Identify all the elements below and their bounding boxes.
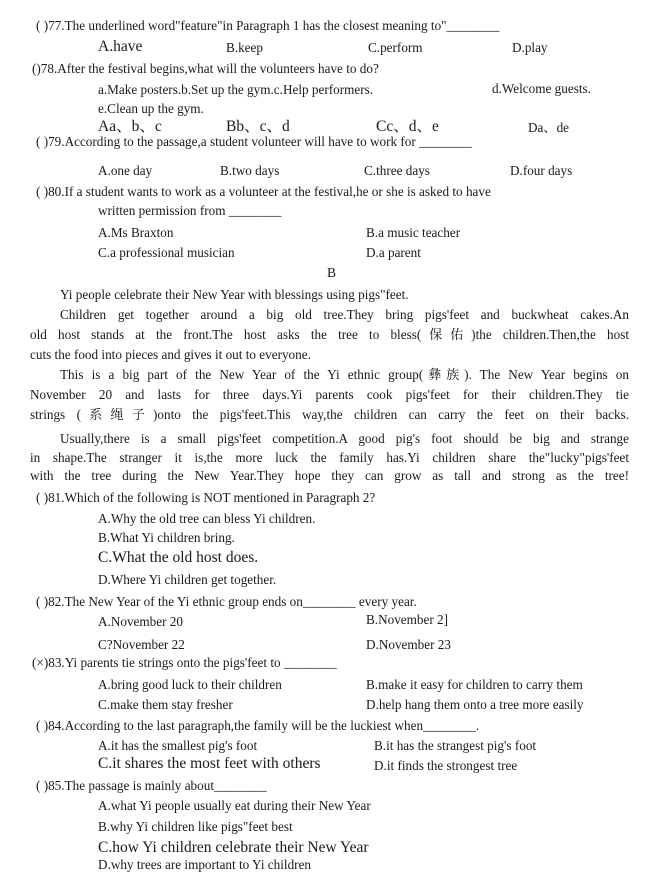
passage-paragraph-3-line3: strings (系绳子)onto the pigs'feet.This way,the children can carry the feet on their backs. (30, 407, 629, 422)
q85-option-b: B.why Yi children like pigs"feet best (98, 819, 293, 834)
q79-option-a: A.one day (98, 163, 153, 178)
q80-option-c: C.a professional musician (98, 245, 235, 260)
q80-option-d: D.a parent (366, 245, 421, 260)
q83-option-d: D.help hang them onto a tree more easily (366, 697, 584, 712)
q84-option-b: B.it has the strangest pig's foot (374, 738, 537, 753)
q81-option-d: D.Where Yi children get together. (98, 572, 277, 587)
q82-option-d: D.November 23 (366, 637, 451, 652)
passage-paragraph-2-line1: Children get together around a big old tree.They bring pigs'feet and buckwheat cakes.An (60, 307, 629, 322)
question-80-stem: ( )80.If a student wants to work as a volunteer at the festival,he or she is asked to have (36, 184, 491, 199)
q80-option-b: B.a music teacher (366, 225, 461, 240)
q79-option-b: B.two days (220, 163, 280, 178)
question-82-stem: ( )82.The New Year of the Yi ethnic group ends on________ every year. (36, 594, 417, 609)
q78-option-b: Bb、c、d (226, 118, 290, 135)
section-heading: B (327, 265, 337, 280)
passage-paragraph-2-line3: cuts the food into pieces and gives it out to everyone. (30, 347, 311, 362)
q78-option-d: Da、de (528, 120, 570, 135)
passage-paragraph-4-line3: with the tree during the New Year.They hope they can grow as tall and strong as the tree! (30, 468, 629, 483)
question-81-stem: ( )81.Which of the following is NOT mentioned in Paragraph 2? (36, 490, 376, 505)
q78-items-line1b: d.Welcome guests. (492, 81, 591, 96)
q78-items-line1: a.Make posters.b.Set up the gym.c.Help performers. (98, 82, 374, 97)
q77-option-b: B.keep (226, 40, 263, 55)
q84-option-d: D.it finds the strongest tree (374, 758, 518, 773)
q83-option-a: A.bring good luck to their children (98, 677, 282, 692)
q82-option-b: B.November 2] (366, 612, 449, 627)
q81-option-a: A.Why the old tree can bless Yi children. (98, 511, 316, 526)
q83-option-c: C.make them stay fresher (98, 697, 233, 712)
q81-option-b: B.What Yi children bring. (98, 530, 235, 545)
q78-option-a: Aa、b、c (98, 118, 162, 135)
passage-paragraph-4-line2: in shape.The stranger it is,the more luck the family has.Yi children share the"lucky"pigs'feet (30, 450, 629, 465)
question-83-stem: (×)83.Yi parents tie strings onto the pigs'feet to ________ (32, 655, 337, 670)
passage-paragraph-2-line2: old host stands at the front.The host asks the tree to bless(保佑)the children.Then,the host (30, 327, 629, 342)
q85-option-a: A.what Yi people usually eat during their New Year (98, 798, 371, 813)
q83-option-b: B.make it easy for children to carry them (366, 677, 583, 692)
question-85-stem: ( )85.The passage is mainly about________ (36, 778, 267, 793)
q79-option-c: C.three days (364, 163, 430, 178)
passage-paragraph-4-line1: Usually,there is a small pigs'feet competition.A good pig's foot should be big and strange (60, 431, 629, 446)
passage-paragraph-3-line2: November 20 and lasts for three days.Yi parents cook pigs'feet for their children.They tie (30, 387, 629, 402)
question-78-stem: ()78.After the festival begins,what will the volunteers have to do? (32, 61, 379, 76)
q77-option-a: A.have (98, 38, 143, 55)
question-80-stem-line2: written permission from ________ (98, 203, 282, 218)
q82-option-a: A.November 20 (98, 614, 183, 629)
q79-option-d: D.four days (510, 163, 573, 178)
q84-option-a: A.it has the smallest pig's foot (98, 738, 258, 753)
q85-option-d: D.why trees are important to Yi children (98, 857, 312, 872)
passage-paragraph-1: Yi people celebrate their New Year with blessings using pigs"feet. (60, 287, 409, 302)
q78-items-line2: e.Clean up the gym. (98, 101, 204, 116)
q85-option-c: C.how Yi children celebrate their New Year (98, 839, 369, 856)
question-77-stem: ( )77.The underlined word"feature"in Paragraph 1 has the closest meaning to"________ (36, 18, 500, 33)
q84-option-c: C.it shares the most feet with others (98, 755, 321, 772)
q77-option-c: C.perform (368, 40, 423, 55)
q82-option-c: C?November 22 (98, 637, 185, 652)
q80-option-a: A.Ms Braxton (98, 225, 174, 240)
question-84-stem: ( )84.According to the last paragraph,the family will be the luckiest when________. (36, 718, 480, 733)
q81-option-c: C.What the old host does. (98, 549, 259, 566)
q78-option-c: Cc、d、e (376, 118, 439, 135)
question-79-stem: ( )79.According to the passage,a student volunteer will have to work for ________ (36, 134, 472, 149)
passage-paragraph-3-line1: This is a big part of the New Year of the Yi ethnic group(彝族). The New Year begins on (60, 367, 629, 382)
q77-option-d: D.play (512, 40, 548, 55)
